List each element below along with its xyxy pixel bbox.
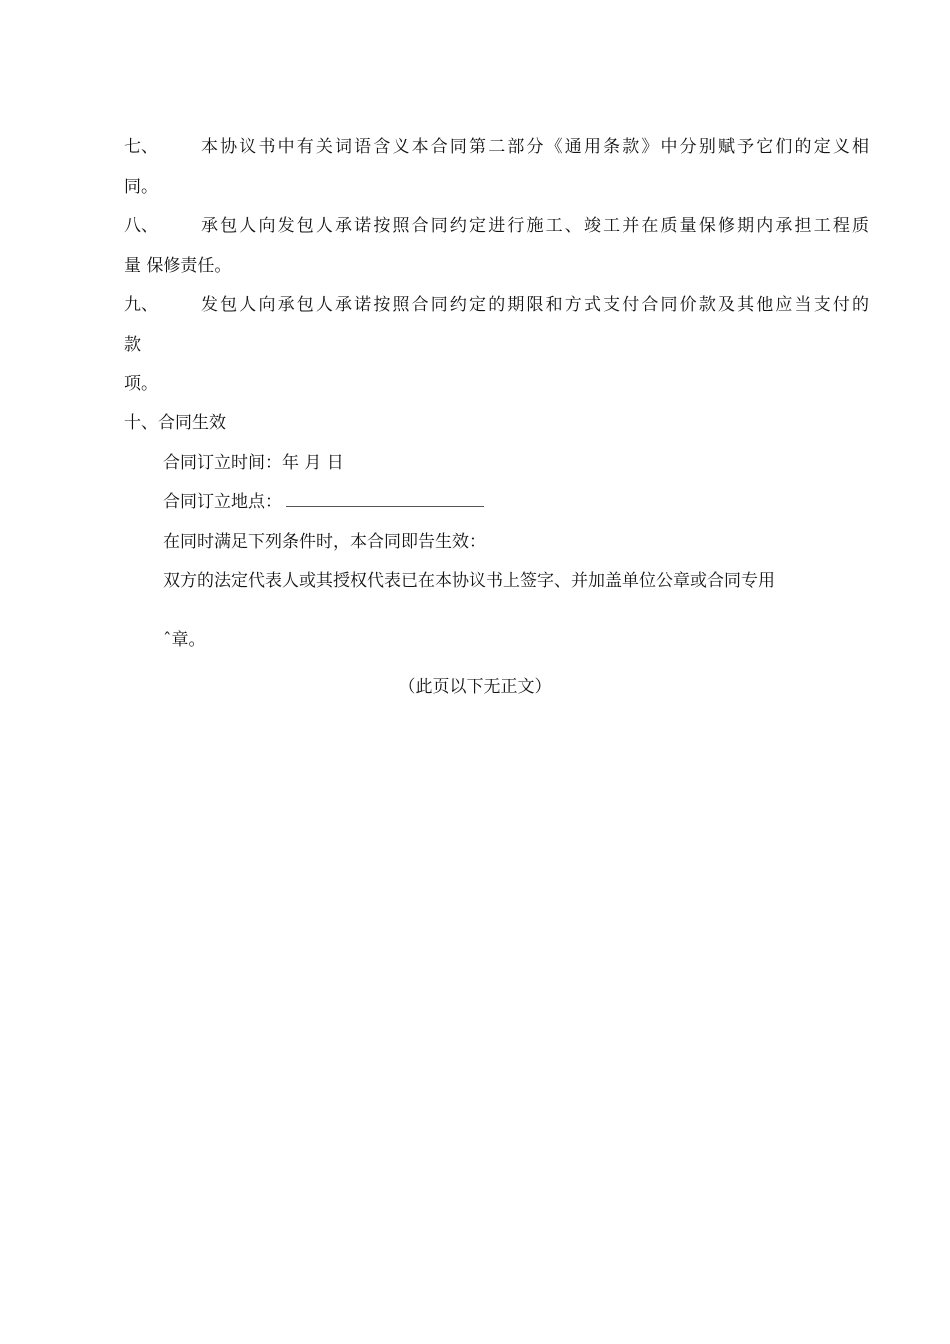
- item-8-number: 八、: [124, 216, 158, 236]
- item-9-text: 发包人向承包人承诺按照合同约定的期限和方式支付合同价款及其他应当支付的: [201, 295, 869, 315]
- signing-place-label: 合同订立地点：: [163, 492, 282, 512]
- signing-time: 合同订立时间：年 月 日: [163, 453, 344, 473]
- item-7-text: 本协议书中有关词语含义本合同第二部分《通用条款》中分别赋予它们的定义相: [201, 137, 869, 157]
- item-9-number: 九、: [124, 295, 158, 315]
- condition-line-2: ˆ章。: [163, 630, 206, 650]
- signing-place: [163, 491, 484, 513]
- conditions-intro: 在同时满足下列条件时，本合同即告生效：: [163, 532, 486, 552]
- condition-line-1: 双方的法定代表人或其授权代表已在本协议书上签字、并加盖单位公章或合同专用: [163, 571, 775, 591]
- item-8-continuation: 量 保修责任。: [124, 256, 232, 276]
- end-of-text-note: （此页以下无正文）: [398, 677, 552, 697]
- item-7-number: 七、: [124, 137, 158, 157]
- section-10-heading: 十、合同生效: [124, 413, 226, 433]
- signing-place-blank-field: [286, 505, 484, 507]
- item-9-continuation-2: 项。: [124, 374, 158, 394]
- item-7-continuation: 同。: [124, 177, 158, 197]
- item-9-continuation-1: 款: [124, 335, 141, 355]
- item-8-text: 承包人向发包人承诺按照合同约定进行施工、竣工并在质量保修期内承担工程质: [201, 216, 869, 236]
